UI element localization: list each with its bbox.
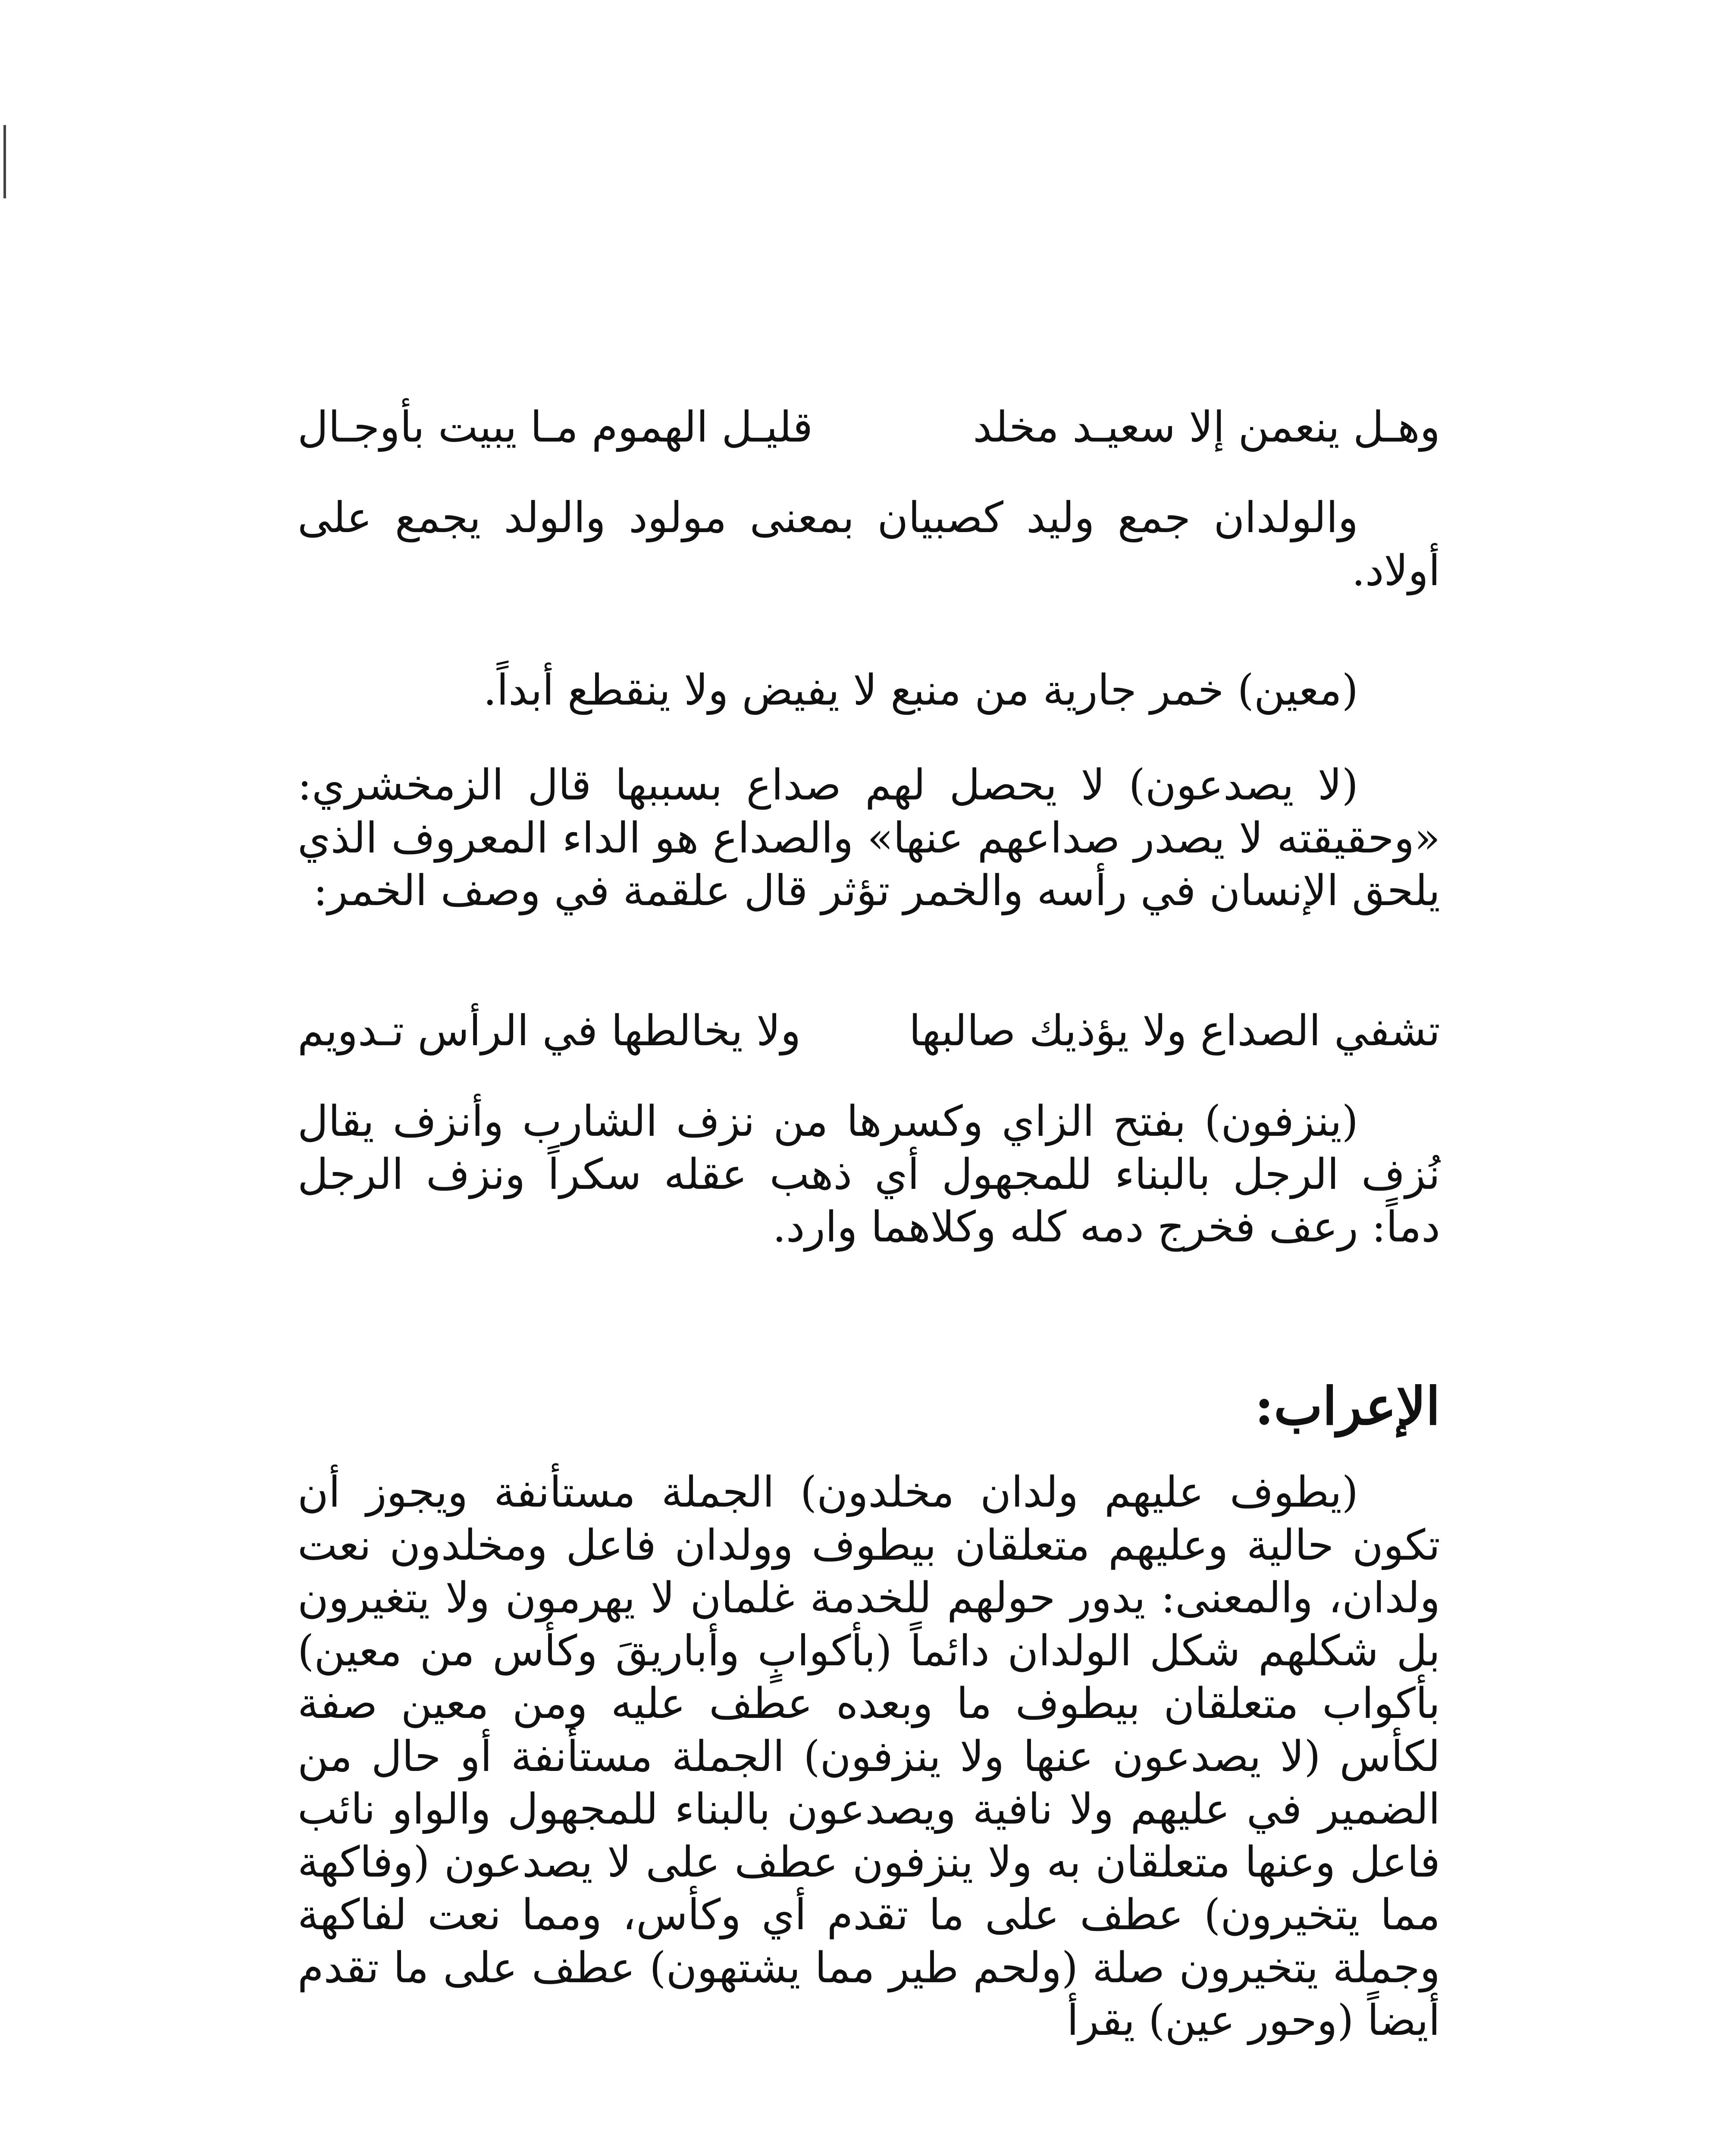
paragraph-maeen: (معين) خمر جارية من منبع لا يفيض ولا ينقطع أبداً.: [483, 666, 1358, 715]
verse-1-first-hemistich: وهـل ينعمن إلا سعيـد مخلد: [973, 403, 1440, 452]
verse-1-second-hemistich: قليـل الهموم مـا يبيت بأوجـال: [298, 403, 813, 452]
paragraph-irab: (يطوف عليهم ولدان مخلدون) الجملة مستأنفة ويجوز أن تكون حالية وعليهم متعلقان بيطوف وولدان فاعل ومخلدون نعت ولدان، والمعنى: يدور حولهم للخدمة غلمان لا يهرمون ولا يتغيرون بل شكلهم شكل الولدان دائماً (بأكوابٍ وأباريقَ وكأس من معين) بأكواب متعلقان بيطوف ما وبعده عطف عليه ومن معين صفة لكأس (لا يصدعون عنها ولا ينزفون) الجملة مستأنفة أو حال من الضمير في عليهم ولا نافية ويصدعون بالبناء للمجهول والواو نائب فاعل وعنها متعلقان به ولا ينزفون عطف على لا يصدعون (وفاكهة مما يتخيرون) عطف على ما تقدم أي وكأس، ومما نعت لفاكهة وجملة يتخيرون صلة (ولحم طير مما يشتهون) عطف على ما تقدم أيضاً (وحور عين) يقرأ: [298, 1468, 1441, 2045]
scan-edge-mark: [3, 125, 6, 198]
poetry-verse-1: [298, 401, 1440, 454]
paragraph-la-yusaddaoon: (لا يصدعون) لا يحصل لهم صداع بسببها قال الزمخشري: «وحقيقته لا يصدر صداعهم عنها» والصداع هو الداء المعروف الذي يلحق الإنسان في رأسه والخمر تؤثر قال علقمة في وصف الخمر:: [298, 761, 1440, 915]
section-heading-irab: الإعراب:: [1254, 1376, 1440, 1437]
verse-2-first-hemistich: تشفي الصداع ولا يؤذيك صالبها: [909, 1006, 1440, 1056]
paragraph-walidan: والولدان جمع وليد كصبيان بمعنى مولود والولد يجمع على أولاد.: [298, 493, 1440, 595]
paragraph-yunzafoon: (ينزفون) بفتح الزاي وكسرها من نزف الشارب وأنزف يقال نُزف الرجل بالبناء للمجهول أي ذهب عقله سكراً ونزف الرجل دماً: رعف فخرج دمه كله وكلاهما وارد.: [298, 1097, 1440, 1252]
verse-2-second-hemistich: ولا يخالطها في الرأس تـدويم: [298, 1006, 801, 1056]
poetry-verse-2: [298, 1005, 1440, 1058]
